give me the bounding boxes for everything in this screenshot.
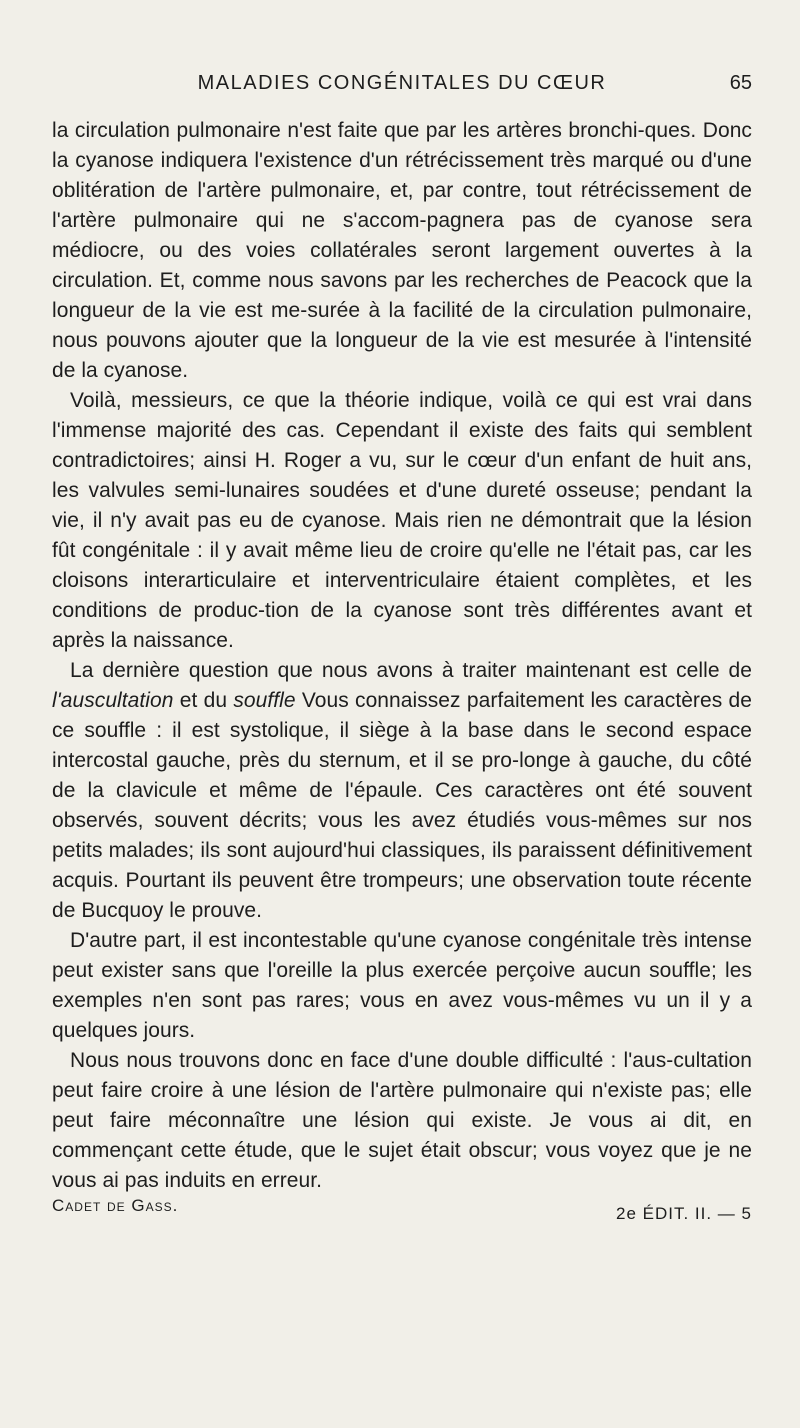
paragraph-2-text: Voilà, messieurs, ce que la théorie indique, voilà ce qui est vrai dans l'immense majorité des cas. Cependant il existe des faits qui semblent contradictoires; ainsi H. Roger a vu, sur le cœur d'un enfant de huit ans, les valvules semi-lunaires soudées et d'une dureté osseuse; pendant la vie, il n'y avait pas eu de cyanose. Mais rien ne démontrait que la lésion fût congénitale : il y avait même lieu de croire qu'elle ne l'était pas, car les cloisons interarticulaire et interventriculaire étaient complètes, et les conditions de produc-tion de la cyanose sont très différentes avant et après la naissance.	[52, 389, 752, 652]
paragraph-1	[52, 116, 752, 386]
paragraph-5	[52, 1046, 752, 1196]
running-head	[52, 72, 752, 112]
paragraph-2	[52, 386, 752, 656]
paragraph-1-text: la circulation pulmonaire n'est faite que par les artères bronchi-ques. Donc la cyanose indiquera l'existence d'un rétrécissement très marqué ou d'une oblitération de l'artère pulmonaire, et, par contre, tout rétrécissement de l'artère pulmonaire qui ne s'accom-pagnera pas de cyanose sera médiocre, ou des voies collatérales seront largement ouvertes à la circulation. Et, comme nous savons par les recherches de Peacock que la longueur de la vie est me-surée à la facilité de la circulation pulmonaire, nous pouvons ajouter que la longueur de la vie est mesurée à l'intensité de la cyanose.	[52, 119, 752, 382]
paragraph-3	[52, 656, 752, 926]
paragraph-3-text-c: Vous connaissez parfaitement les caractères de ce souffle : il est systolique, il siège à la base dans le second espace intercostal gauche, près du sternum, et il se pro-longe à gauche, du côté de la clavicule et même de l'épaule. Ces caractères ont été souvent observés, souvent décrits; vous les avez étudiés vous-mêmes sur nos petits malades; ils sont aujourd'hui classiques, ils paraissent définitivement acquis. Pourtant ils peuvent être trompeurs; une observation toute récente de Bucquoy le prouve.	[52, 689, 752, 922]
paragraph-5-text: Nous nous trouvons donc en face d'une double difficulté : l'aus-cultation peut faire croire à une lésion de l'artère pulmonaire qui n'existe pas; elle peut faire méconnaître une lésion qui existe. Je vous ai dit, en commençant cette étude, que le sujet était obscur; vous voyez que je ne vous ai pas induits en erreur.	[52, 1049, 752, 1192]
term-auscultation: l'auscultation	[52, 689, 174, 712]
page-footer	[52, 1196, 752, 1232]
paragraph-3-text-b: et du	[173, 689, 234, 712]
footer-signature-mark: 2e ÉDIT. II. — 5	[616, 1204, 752, 1223]
paragraph-3-text-a: La dernière question que nous avons à traiter maintenant est celle de	[70, 659, 752, 682]
book-page	[52, 72, 752, 1232]
body-text	[52, 116, 752, 1196]
footer-author: Cadet de Gass.	[52, 1196, 179, 1215]
running-title: MALADIES CONGÉNITALES DU CŒUR	[197, 72, 607, 94]
term-souffle: souffle	[233, 689, 296, 712]
paragraph-4-text: D'autre part, il est incontestable qu'une cyanose congénitale très intense peut exister sans que l'oreille la plus exercée perçoive aucun souffle; les exemples n'en sont pas rares; vous en avez vous-mêmes vu un il y a quelques jours.	[52, 929, 752, 1042]
page-number: 65	[729, 72, 752, 94]
paragraph-4	[52, 926, 752, 1046]
